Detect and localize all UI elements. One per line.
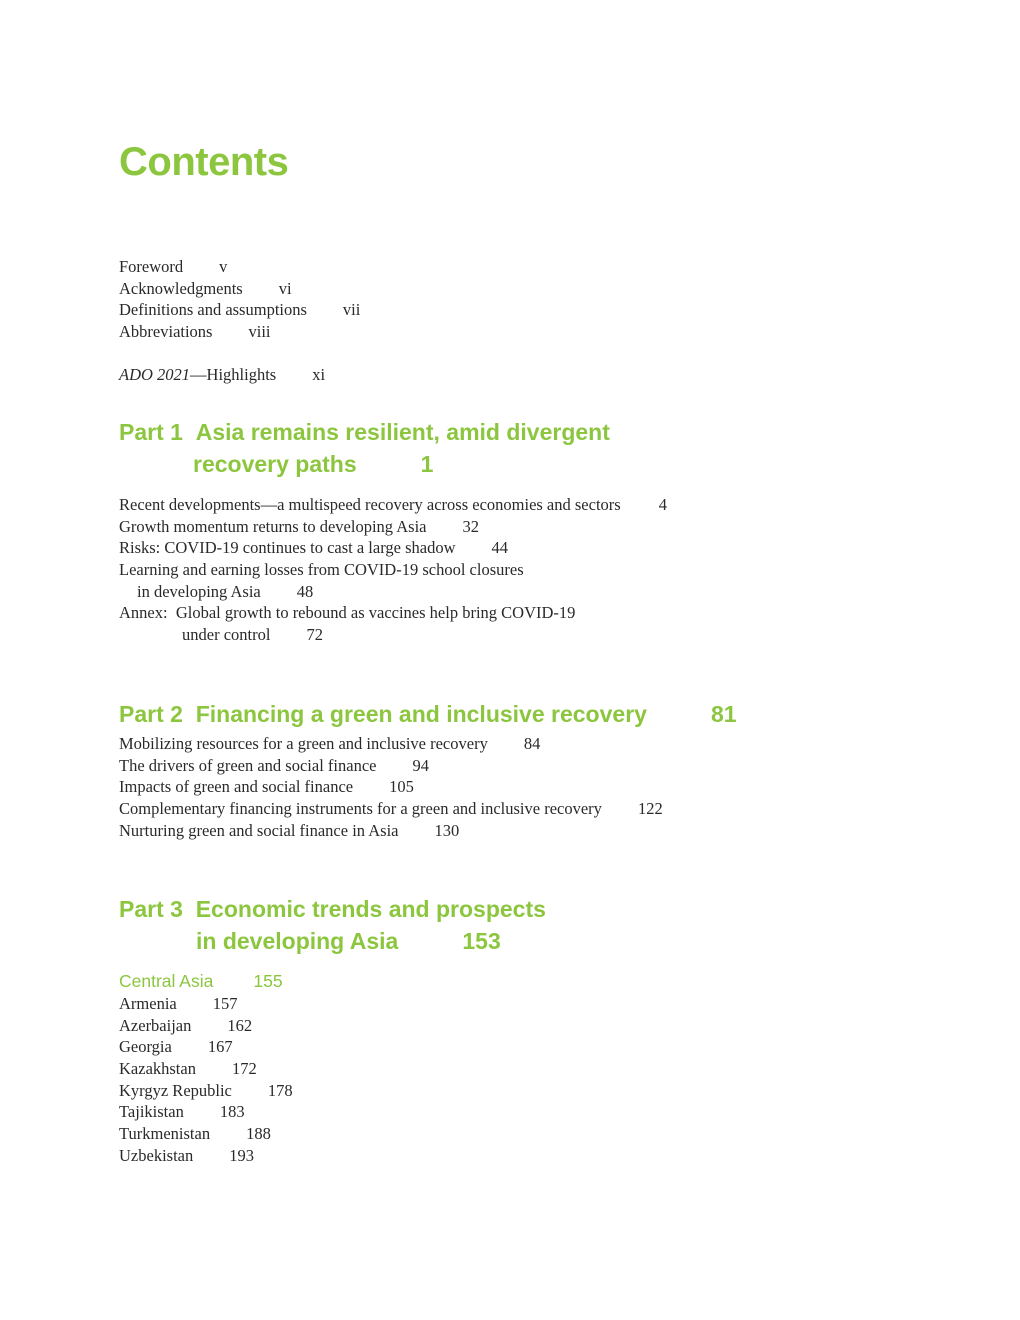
entry-page: xi <box>312 365 326 384</box>
toc-entry[interactable] <box>119 537 667 559</box>
entry-page: 32 <box>462 516 479 536</box>
toc-entry-annex-cont[interactable] <box>119 624 667 646</box>
entry-label-line1: Global growth to rebound as vaccines help bring COVID-19 <box>175 603 576 623</box>
entry-label: Mobilizing resources for a green and inclusive recovery <box>119 734 488 753</box>
entry-page: 4 <box>658 495 667 514</box>
toc-entry-learning-cont[interactable] <box>119 581 667 603</box>
part2-page: 81 <box>710 701 737 727</box>
entry-label-line2: under control <box>182 625 271 645</box>
entry-page: 84 <box>523 734 541 753</box>
entry-label: Georgia <box>119 1037 172 1057</box>
toc-entry-kazakhstan[interactable] <box>119 1058 293 1080</box>
toc-entry[interactable] <box>119 776 663 798</box>
entry-label: Definitions and assumptions <box>119 300 307 320</box>
toc-entry-learning[interactable] <box>119 559 667 581</box>
part1-label: Part 1 <box>119 419 183 445</box>
part3-title-line1: Economic trends and prospects <box>195 896 546 922</box>
entry-label: Risks: COVID-19 continues to cast a large shadow <box>119 538 456 558</box>
toc-entry[interactable] <box>119 755 663 777</box>
toc-entry-definitions[interactable] <box>119 299 360 321</box>
entry-page: 193 <box>229 1145 254 1165</box>
entry-page: vii <box>342 300 361 320</box>
part3-page: 153 <box>462 928 501 954</box>
part3-heading[interactable] <box>119 893 546 957</box>
part3-entries <box>119 993 293 1167</box>
front-matter-list <box>119 256 360 343</box>
part2-title: Financing a green and inclusive recovery <box>195 701 647 727</box>
part1-title-line1: Asia remains resilient, amid divergent <box>195 419 610 445</box>
toc-entry-turkmenistan[interactable] <box>119 1123 293 1145</box>
toc-entry-foreword[interactable] <box>119 256 360 278</box>
page-title: Contents <box>119 140 289 184</box>
entry-label: Armenia <box>119 994 177 1013</box>
entry-label: The drivers of green and social finance <box>119 755 377 775</box>
entry-page: viii <box>248 322 271 342</box>
entry-label: Tajikistan <box>119 1102 184 1122</box>
toc-entry-uzbekistan[interactable] <box>119 1145 293 1167</box>
entry-label: Growth momentum returns to developing Asia <box>119 516 427 536</box>
entry-page: 130 <box>434 820 460 840</box>
entry-page: 188 <box>246 1124 271 1144</box>
toc-entry-highlights[interactable] <box>119 364 325 386</box>
entry-label: Nurturing green and social finance in Asia <box>119 820 399 840</box>
part3-label: Part 3 <box>119 896 183 922</box>
entry-page: 122 <box>637 799 663 819</box>
entry-label: Foreword <box>119 257 184 276</box>
entry-page: 48 <box>296 581 314 601</box>
entry-label: Complementary financing instruments for a green and inclusive recovery <box>119 799 602 819</box>
part2-label: Part 2 <box>119 701 183 727</box>
entry-page: 44 <box>491 538 509 558</box>
toc-entry-tajikistan[interactable] <box>119 1101 293 1123</box>
region-central-asia[interactable] <box>119 970 283 992</box>
toc-entry-georgia[interactable] <box>119 1036 293 1058</box>
highlights-list <box>119 364 325 386</box>
entry-label-line1: Learning and earning losses from COVID-19 school closures <box>119 560 524 580</box>
entry-page: 167 <box>207 1037 233 1057</box>
entry-page: 162 <box>227 1015 253 1035</box>
toc-entry-acknowledgments[interactable] <box>119 278 360 300</box>
entry-page: 183 <box>219 1102 245 1122</box>
entry-page: 105 <box>389 777 414 797</box>
entry-page: v <box>219 257 228 276</box>
toc-entry-abbreviations[interactable] <box>119 321 360 343</box>
entry-label: Turkmenistan <box>119 1124 211 1144</box>
entry-label: Abbreviations <box>119 322 213 342</box>
entry-page: 178 <box>267 1080 293 1100</box>
entry-label: Uzbekistan <box>119 1145 194 1165</box>
part2-heading[interactable] <box>119 698 737 730</box>
entry-label: Kazakhstan <box>119 1059 196 1079</box>
part1-entries <box>119 494 667 646</box>
part2-entries <box>119 733 663 841</box>
entry-page: 72 <box>306 625 323 645</box>
entry-page: 172 <box>231 1059 257 1079</box>
entry-label: Recent developments—a multispeed recovery across economies and sectors <box>119 495 621 514</box>
toc-entry[interactable] <box>119 820 663 842</box>
toc-entry[interactable] <box>119 798 663 820</box>
entry-label: Azerbaijan <box>119 1015 192 1035</box>
toc-entry[interactable] <box>119 516 667 538</box>
entry-label-line2: in developing Asia <box>137 581 261 601</box>
annex-prefix: Annex: <box>119 603 168 623</box>
part1-heading[interactable] <box>119 416 610 480</box>
part3-title-line2: in developing Asia <box>196 928 399 954</box>
entry-label: —Highlights <box>190 365 277 384</box>
toc-entry-annex[interactable] <box>119 602 667 624</box>
highlights-italic: ADO 2021 <box>119 365 191 384</box>
entry-label: Impacts of green and social finance <box>119 777 354 797</box>
toc-entry-armenia[interactable] <box>119 993 293 1015</box>
entry-page: 94 <box>412 755 429 775</box>
region-label: Central Asia <box>119 971 214 991</box>
part1-title-line2: recovery paths <box>193 451 357 477</box>
region-page: 155 <box>253 971 283 991</box>
entry-label: Acknowledgments <box>119 278 243 298</box>
toc-entry-kyrgyz-republic[interactable] <box>119 1080 293 1102</box>
entry-label: Kyrgyz Republic <box>119 1080 232 1100</box>
entry-page: vi <box>278 278 292 298</box>
entry-page: 157 <box>212 994 238 1013</box>
toc-entry[interactable] <box>119 494 667 516</box>
part1-page: 1 <box>420 451 434 477</box>
toc-entry-azerbaijan[interactable] <box>119 1015 293 1037</box>
toc-entry[interactable] <box>119 733 663 755</box>
